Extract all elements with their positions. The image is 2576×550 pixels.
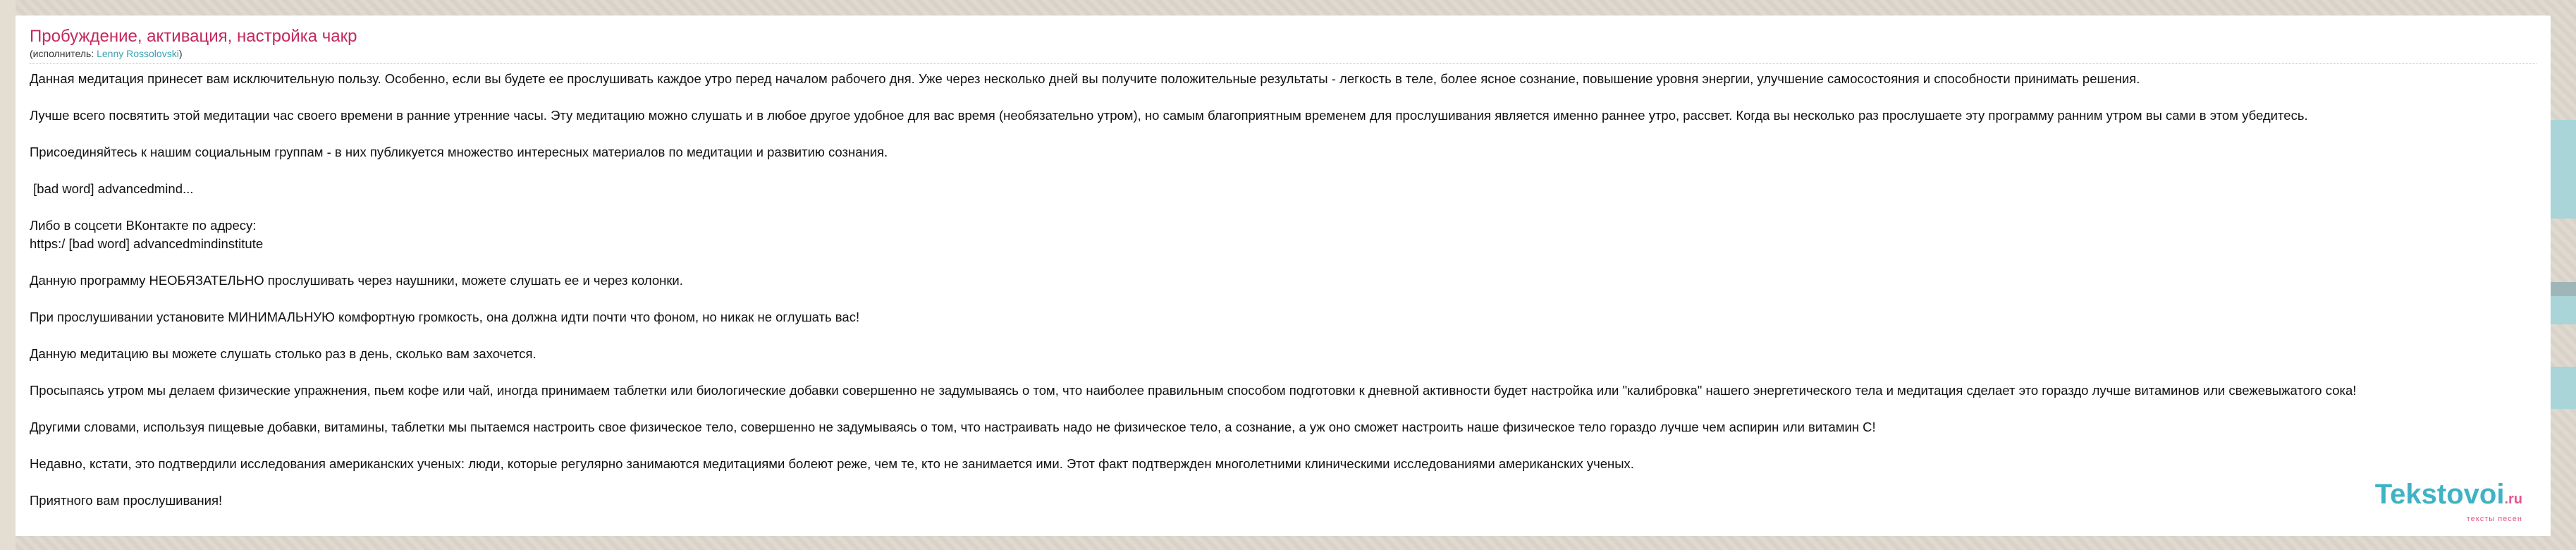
divider — [30, 63, 2537, 64]
left-border — [0, 0, 16, 550]
text-paragraph: Лучше всего посвятить этой медитации час своего времени в ранние утренние часы. Эту медитацию можно слушать и в любое другое удобное для вас время (необязательно утром), но самым благоприятным временем для прослушивания является именно раннее утро, рассвет. Когда вы несколько раз прослушаете эту программу ранним утром вы сами в этом убедитесь. — [30, 108, 2308, 123]
text-paragraph: Другими словами, используя пищевые добавки, витамины, таблетки мы пытаемся настроить свое физическое тело, совершенно не задумываясь о том, что настраивать надо не физическое тело, а сознание, а уж оно сможет настроить наше физическое тело гораздо лучше чем аспирин или витамин С! — [30, 420, 1876, 434]
text-paragraph: При прослушивании установите МИНИМАЛЬНУЮ комфортную громкость, она должна идти почти что фоном, но никак не оглушать вас! — [30, 310, 860, 324]
text-paragraph: Присоединяйтесь к нашим социальным группам - в них публикуется множество интересных материалов по медитации и развитию сознания. — [30, 145, 888, 159]
byline-prefix: (исполнитель: — [30, 48, 97, 59]
page-title: Пробуждение, активация, настройка чакр — [30, 27, 357, 46]
text-paragraph: Данную медитацию вы можете слушать столько раз в день, сколько вам захочется. — [30, 346, 536, 361]
logo-tagline: тексты песен — [2466, 515, 2522, 523]
site-logo[interactable] — [2375, 480, 2522, 523]
text-paragraph: [bad word] advancedmind... — [30, 181, 194, 196]
text-paragraph: https:/ [bad word] advancedmindinstitute — [30, 236, 264, 251]
logo-tld: .ru — [2504, 491, 2522, 507]
text-paragraph: Данную программу НЕОБЯЗАТЕЛЬНО прослушивать через наушники, можете слушать ее и через колонки. — [30, 273, 683, 288]
text-paragraph: Приятного вам прослушивания! — [30, 493, 223, 508]
lyrics-card — [16, 16, 2551, 536]
byline-suffix: ) — [178, 48, 183, 59]
artist-byline — [30, 48, 2537, 59]
text-paragraph: Данная медитация принесет вам исключительную пользу. Особенно, если вы будете ее прослушивать каждое утро перед началом рабочего дня. Уже через несколько дней вы получите положительные результаты - легкость в теле, более ясное сознание, повышение уровня энергии, улучшение самосостояния и способности принимать решения. — [30, 71, 2140, 86]
logo-name: Tekstovoi — [2374, 479, 2505, 510]
text-paragraph: Либо в соцсети ВКонтакте по адресу: — [30, 218, 257, 233]
text-paragraph: Недавно, кстати, это подтвердили исследования американских ученых: люди, которые регулярно занимаются медитациями болеют реже, чем те, кто не занимается ими. Этот факт подтвержден многолетними клиническими исследованиями американских ученых. — [30, 456, 1634, 471]
artist-link[interactable]: Lenny Rossolovski — [97, 48, 179, 59]
text-paragraph: Просыпаясь утром мы делаем физические упражнения, пьем кофе или чай, иногда принимаем таблетки или биологические добавки совершенно не задумываясь о том, что наиболее правильным способом подготовки к дневной активности будет настройка или "калибровка" нашего энергетического тела и медитация сделает это гораздо лучше витаминов или свежевыжатого сока! — [30, 383, 2357, 398]
